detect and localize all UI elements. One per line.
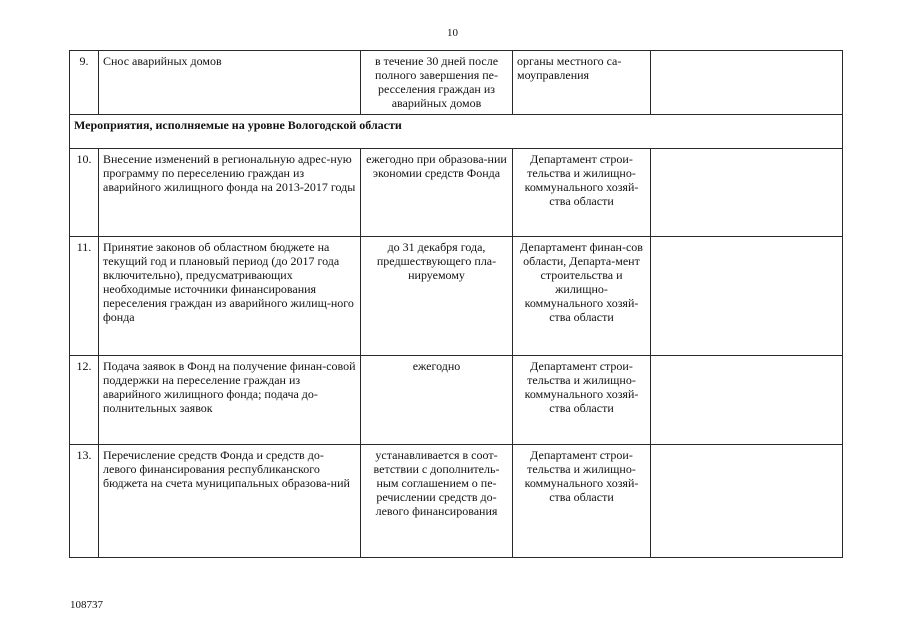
row-number: 13.: [70, 445, 99, 558]
term-cell: ежегодно при образова-нии экономии средств Фонда: [361, 149, 513, 237]
row-number: 12.: [70, 356, 99, 445]
row-number: 10.: [70, 149, 99, 237]
event-cell: Внесение изменений в региональную адрес-ную программу по переселению граждан из аварийного жилищного фонда на 2013-2017 годы: [99, 149, 361, 237]
document-id: 108737: [70, 599, 103, 611]
row-number: 11.: [70, 237, 99, 356]
table-row: [70, 356, 843, 445]
event-cell: Снос аварийных домов: [99, 51, 361, 115]
row-number: 9.: [70, 51, 99, 115]
table-row: [70, 149, 843, 237]
executor-cell: Департамент строи-тельства и жилищно-коммунального хозяй-ства области: [513, 356, 651, 445]
section-title: Мероприятия, исполняемые на уровне Вологодской области: [70, 115, 843, 149]
term-cell: до 31 декабря года, предшествующего пла-нируемому: [361, 237, 513, 356]
term-cell: устанавливается в соот-ветствии с дополнитель-ным соглашением о пе-речислении средств до-левого финансирования: [361, 445, 513, 558]
note-cell: [651, 356, 843, 445]
term-cell: в течение 30 дней после полного завершения пе-ресселения граждан из аварийных домов: [361, 51, 513, 115]
section-header-row: [70, 115, 843, 149]
event-cell: Принятие законов об областном бюджете на текущий год и плановый период (до 2017 года включительно), предусматривающих необходимые источники финансирования переселения граждан из аварийного жилищ-ного фонда: [99, 237, 361, 356]
term-cell: ежегодно: [361, 356, 513, 445]
measures-table: [69, 50, 843, 558]
executor-cell: органы местного са-моуправления: [513, 51, 651, 115]
note-cell: [651, 445, 843, 558]
note-cell: [651, 149, 843, 237]
event-cell: Перечисление средств Фонда и средств до-левого финансирования республиканского бюджета на счета муниципальных образова-ний: [99, 445, 361, 558]
executor-cell: Департамент финан-сов области, Департа-мент строительства и жилищно-коммунального хозяй-ства области: [513, 237, 651, 356]
note-cell: [651, 51, 843, 115]
note-cell: [651, 237, 843, 356]
table-row: [70, 51, 843, 115]
table-row: [70, 237, 843, 356]
page-number: 10: [447, 27, 458, 39]
executor-cell: Департамент строи-тельства и жилищно-коммунального хозяй-ства области: [513, 445, 651, 558]
executor-cell: Департамент строи-тельства и жилищно-коммунального хозяй-ства области: [513, 149, 651, 237]
event-cell: Подача заявок в Фонд на получение финан-совой поддержки на переселение граждан из аварийного жилищного фонда; подача до-полнительных заявок: [99, 356, 361, 445]
table-row: [70, 445, 843, 558]
